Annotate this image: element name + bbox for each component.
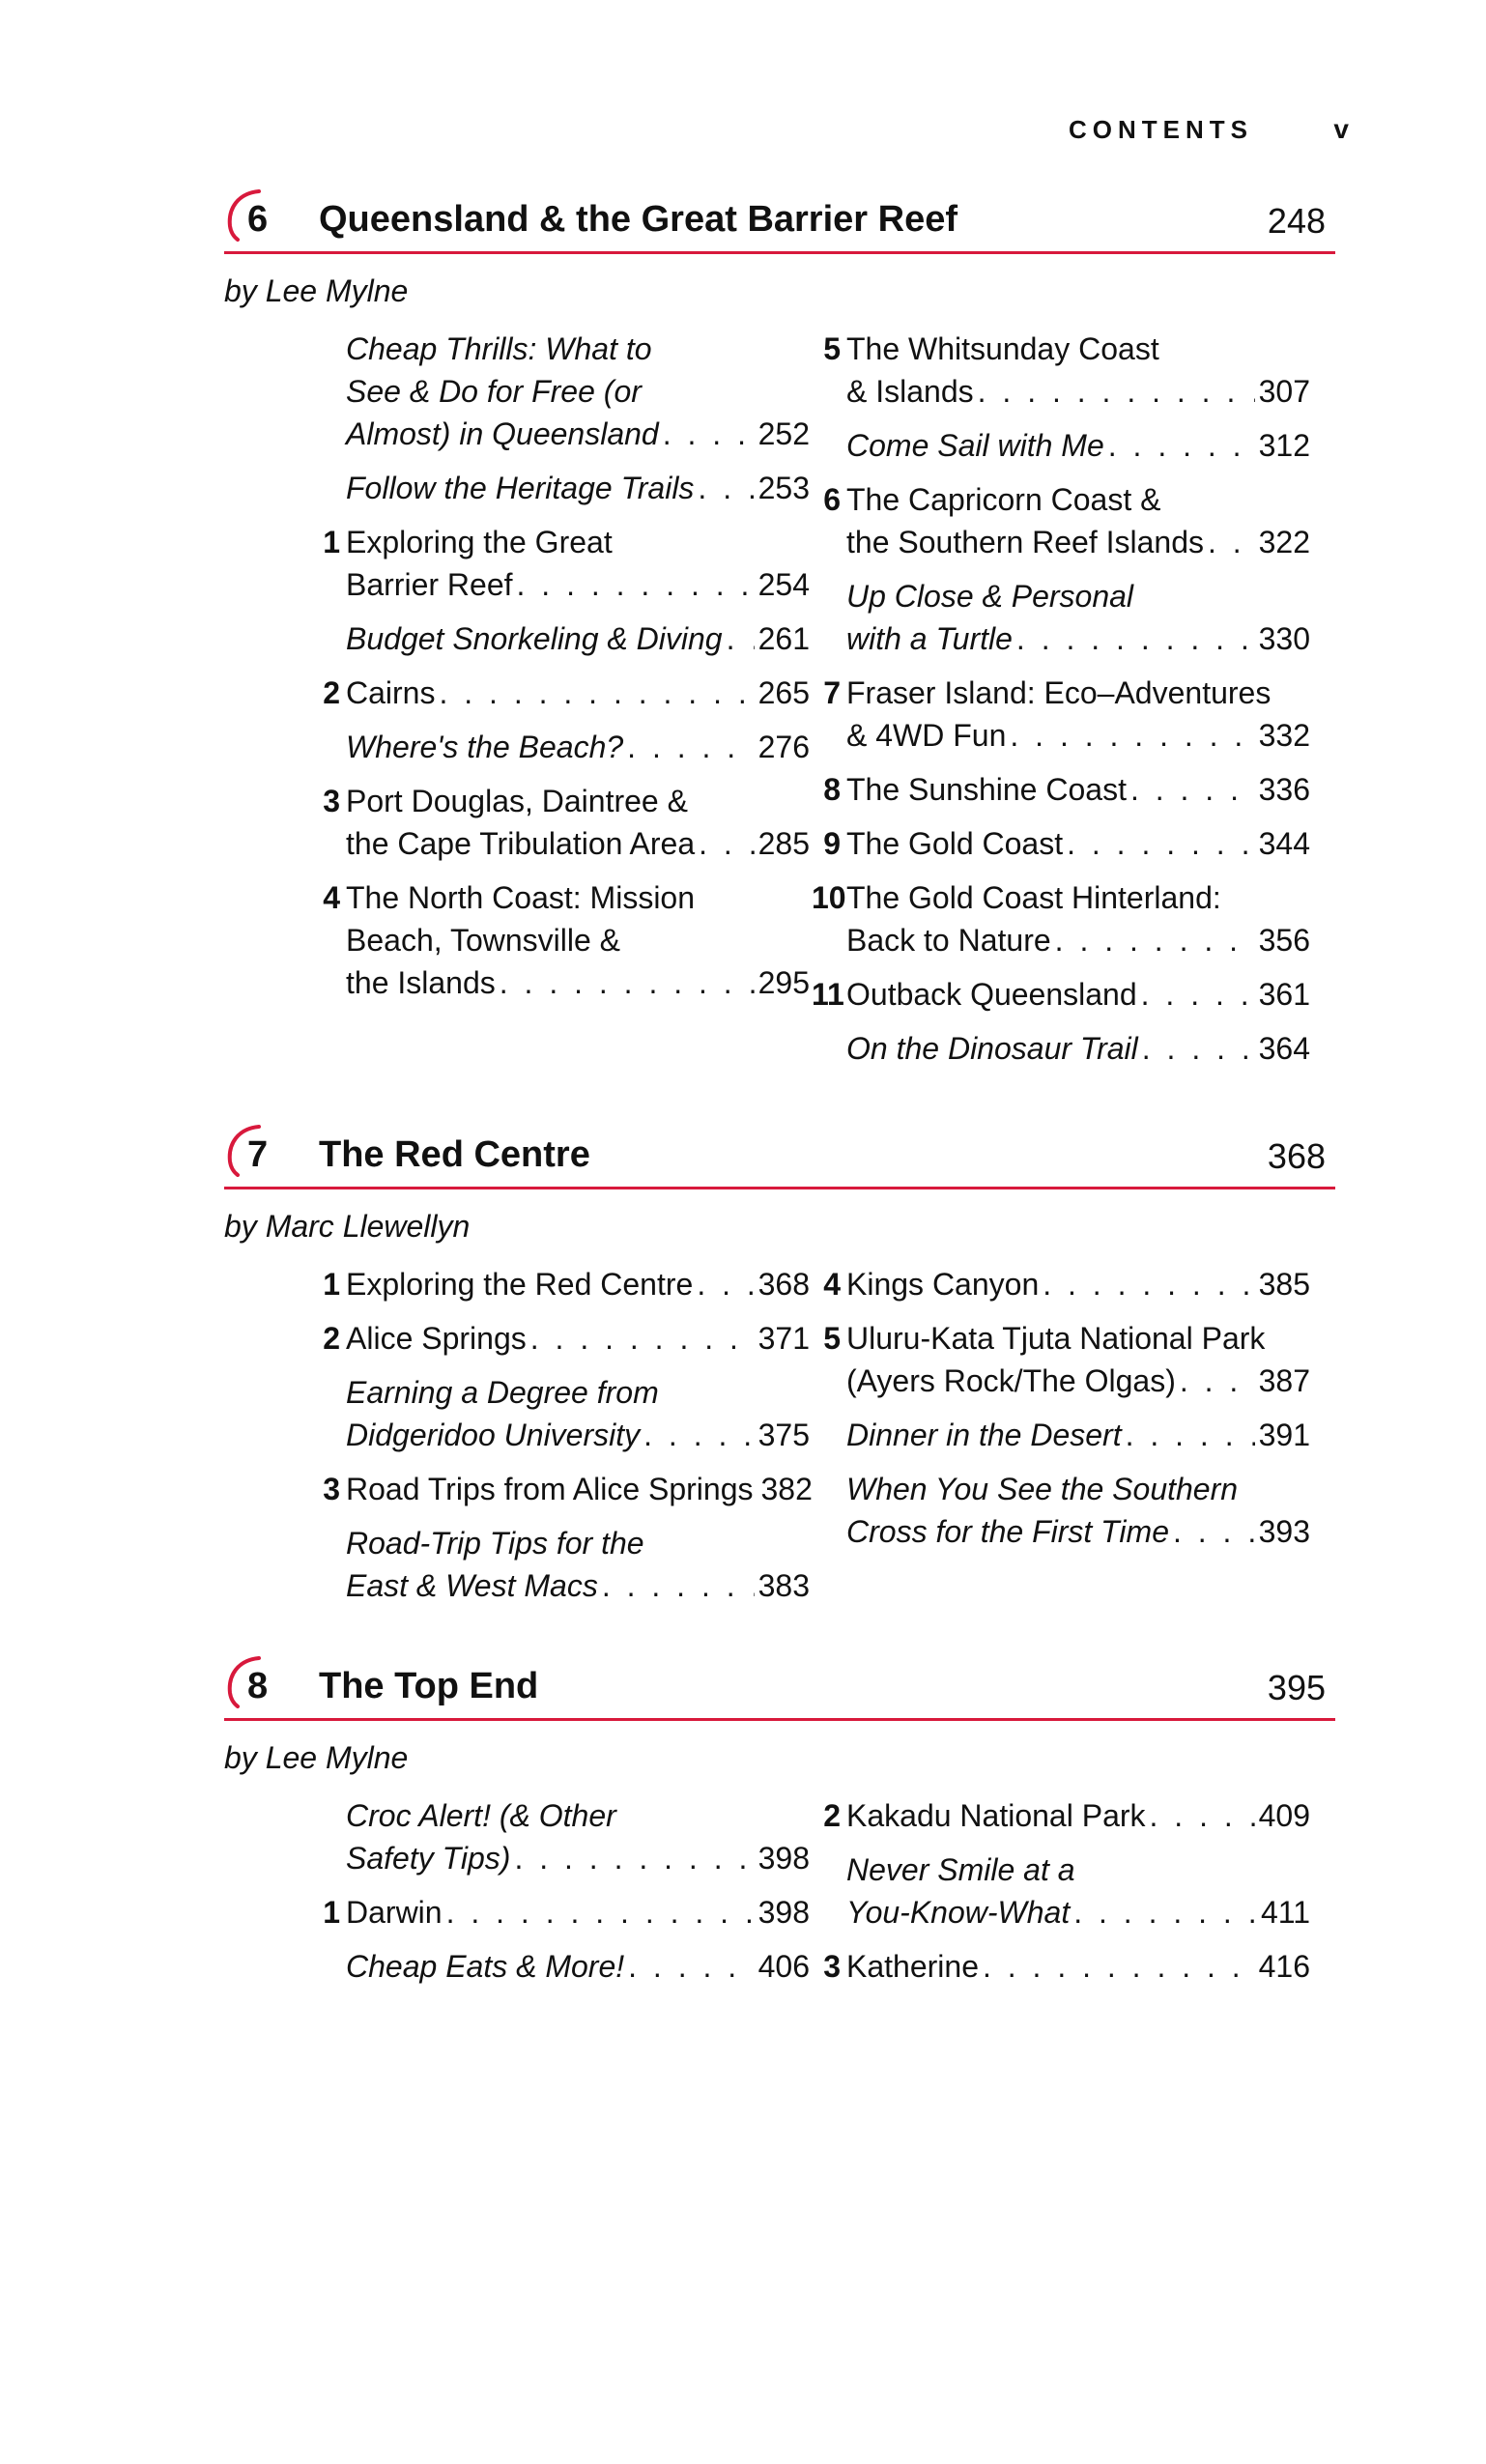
entry-line: [846, 768, 1310, 811]
toc-column-left: [323, 328, 810, 1016]
dot-leader: [1180, 1360, 1255, 1402]
entry-page-number: 364: [1258, 1031, 1310, 1066]
chapter-7: [224, 1129, 1335, 1603]
entry-line-text: Fraser Island: Eco–Adventures: [846, 675, 1272, 710]
entry-line-text: Kings Canyon: [846, 1267, 1040, 1302]
entry-line: [346, 1794, 810, 1837]
toc-column-left: [323, 1794, 810, 1999]
entry-line-text: Road-Trip Tips for the: [346, 1526, 644, 1561]
toc-column-right: [823, 1263, 1310, 1564]
entry-text: [346, 1794, 810, 1879]
entry-page-number: 322: [1258, 525, 1310, 559]
entry-line-text: Cheap Eats & More!: [346, 1949, 625, 1984]
entry-line: [346, 1522, 810, 1564]
chapter-title[interactable]: The Top End: [319, 1666, 539, 1706]
entry-page-number: 336: [1258, 772, 1310, 807]
entry-text: [846, 1263, 1310, 1305]
entry-page-number: 295: [757, 965, 810, 1000]
toc-section-entry[interactable]: [323, 1317, 810, 1360]
toc-section-entry[interactable]: [812, 973, 1310, 1016]
entry-line-text: Follow the Heritage Trails: [346, 471, 695, 505]
entry-line: [846, 328, 1310, 370]
chapter-author: by Lee Mylne: [224, 273, 409, 308]
entry-page-number: 385: [1258, 1267, 1310, 1302]
entry-line-text: Earning a Degree from: [346, 1375, 659, 1410]
dot-leader: [628, 1945, 754, 1988]
toc-section-entry[interactable]: [323, 521, 810, 606]
entry-line-text: When You See the Southern: [846, 1472, 1239, 1506]
entry-page-number: 375: [757, 1418, 810, 1452]
toc-section-entry[interactable]: [823, 1263, 1310, 1305]
dot-leader: [446, 1891, 755, 1934]
entry-line-text: See & Do for Free (or: [346, 374, 642, 409]
entry-line: [346, 1371, 810, 1414]
dot-leader: [1150, 1794, 1255, 1837]
entry-page-number: 409: [1258, 1798, 1310, 1833]
chapter-author: by Marc Llewellyn: [224, 1209, 471, 1244]
section-number: 5: [823, 1321, 841, 1356]
entry-line: [846, 424, 1310, 467]
toc-column-left: [323, 1263, 813, 1619]
toc-sidebar-entry[interactable]: [846, 1468, 1310, 1553]
entry-text: [346, 672, 810, 714]
entry-page-number: 383: [757, 1568, 810, 1603]
entry-page-number: 330: [1258, 621, 1310, 656]
entry-text: [846, 672, 1310, 757]
entry-page-number: 253: [757, 471, 810, 505]
entry-line: [846, 822, 1310, 865]
section-number: 6: [823, 482, 841, 517]
toc-sidebar-entry[interactable]: [846, 424, 1310, 467]
chapter-title[interactable]: The Red Centre: [319, 1134, 590, 1175]
entry-page-number: 254: [757, 567, 810, 602]
section-number: 10: [812, 880, 846, 915]
entry-line-text: the Southern Reef Islands: [846, 525, 1205, 559]
entry-line-text: Exploring the Great: [346, 525, 613, 559]
dot-leader: [1142, 1027, 1255, 1070]
entry-page-number: 398: [757, 1895, 810, 1930]
entry-text: [846, 478, 1310, 563]
chapter-header: [224, 193, 1335, 254]
toc-section-entry[interactable]: [823, 1317, 1310, 1402]
toc-sidebar-entry[interactable]: [346, 726, 810, 768]
section-number: 4: [323, 880, 340, 915]
toc-section-entry[interactable]: [823, 1945, 1310, 1988]
dot-leader: [602, 1564, 755, 1607]
entry-line-text: Budget Snorkeling & Diving: [346, 621, 723, 656]
entry-text: [846, 424, 1310, 467]
toc-sidebar-entry[interactable]: [346, 1371, 810, 1456]
chapter-6: [224, 193, 1335, 1066]
entry-page-number: 406: [757, 1949, 810, 1984]
entry-line: [846, 1360, 1310, 1402]
entry-text: [846, 876, 1310, 961]
entry-line-text: Beach, Townsville &: [346, 923, 620, 958]
entry-line: [346, 1564, 810, 1607]
entry-page-number: 382: [760, 1472, 813, 1506]
chapter-number: 6: [247, 199, 269, 240]
dot-leader: [514, 1837, 754, 1879]
entry-line: [846, 521, 1310, 563]
dot-leader: [1141, 973, 1255, 1016]
entry-text: [346, 617, 810, 660]
section-number: 2: [823, 1798, 841, 1833]
entry-line-text: The Sunshine Coast: [846, 772, 1127, 807]
section-number: 4: [823, 1267, 841, 1302]
entry-line: [846, 1414, 1310, 1456]
entry-line: [846, 1945, 1310, 1988]
entry-line: [346, 1468, 813, 1510]
entry-line: [346, 1317, 810, 1360]
entry-line-text: On the Dinosaur Trail: [846, 1031, 1138, 1066]
entry-line: [846, 1027, 1310, 1070]
entry-line-text: Come Sail with Me: [846, 428, 1104, 463]
toc-sidebar-entry[interactable]: [346, 1794, 810, 1879]
entry-text: [846, 328, 1310, 413]
dot-leader: [1173, 1510, 1255, 1553]
toc-sidebar-entry[interactable]: [346, 1945, 810, 1988]
entry-line: [346, 876, 810, 919]
entry-line: [346, 467, 810, 509]
entry-line-text: with a Turtle: [846, 621, 1013, 656]
dot-leader: [627, 726, 754, 768]
entry-line-text: Cairns: [346, 675, 436, 710]
toc-section-entry[interactable]: [812, 876, 1310, 961]
entry-line-text: & 4WD Fun: [846, 718, 1007, 753]
entry-text: [346, 521, 810, 606]
entry-page-number: 393: [1258, 1514, 1310, 1549]
entry-page-number: 276: [757, 730, 810, 764]
toc-column-right: [812, 328, 1310, 1081]
toc-section-entry[interactable]: [823, 478, 1310, 563]
entry-line: [846, 478, 1310, 521]
entry-line-text: You-Know-What: [846, 1895, 1071, 1930]
toc-section-entry[interactable]: [323, 876, 810, 1004]
entry-text: [346, 1522, 810, 1607]
entry-line-text: Cross for the First Time: [846, 1514, 1169, 1549]
entry-line: [846, 1510, 1310, 1553]
dot-leader: [698, 467, 754, 509]
dot-leader: [1067, 822, 1255, 865]
entry-line: [846, 575, 1310, 617]
entry-line-text: Safety Tips): [346, 1841, 511, 1876]
entry-text: [346, 876, 810, 1004]
entry-line-text: Where's the Beach?: [346, 730, 624, 764]
dot-leader: [983, 1945, 1255, 1988]
dot-leader: [1108, 424, 1255, 467]
section-number: 1: [323, 1267, 340, 1302]
chapter-number: 8: [247, 1666, 269, 1706]
toc-sidebar-entry[interactable]: [346, 328, 810, 455]
entry-line: [846, 1468, 1310, 1510]
entry-line-text: Road Trips from Alice Springs: [346, 1472, 754, 1506]
entry-line: [346, 961, 810, 1004]
toc-section-entry[interactable]: [823, 672, 1310, 757]
entry-line: [846, 876, 1310, 919]
toc-sidebar-entry[interactable]: [846, 1027, 1310, 1070]
section-number: 1: [323, 525, 340, 559]
dot-leader: [1126, 1414, 1255, 1456]
chapter-title[interactable]: Queensland & the Great Barrier Reef: [319, 199, 957, 240]
section-number: 8: [823, 772, 841, 807]
chapter-header: [224, 1660, 1335, 1721]
entry-line-text: Cheap Thrills: What to: [346, 331, 652, 366]
entry-line: [846, 973, 1310, 1016]
entry-line-text: Alice Springs: [346, 1321, 527, 1356]
entry-page-number: 307: [1258, 374, 1310, 409]
entry-line: [346, 822, 810, 865]
chapter-header: [224, 1129, 1335, 1189]
entry-line-text: Didgeridoo University: [346, 1418, 641, 1452]
entry-line-text: The Whitsunday Coast: [846, 331, 1159, 366]
chapter-page: 395: [1267, 1668, 1326, 1707]
entry-line-text: The Gold Coast Hinterland:: [846, 880, 1221, 915]
entry-text: [346, 1317, 810, 1360]
entry-line-text: (Ayers Rock/The Olgas): [846, 1363, 1176, 1398]
section-number: 3: [323, 1472, 340, 1506]
dot-leader: [978, 370, 1255, 413]
entry-line: [346, 413, 810, 455]
entry-page-number: 368: [757, 1267, 810, 1302]
dot-leader: [1010, 714, 1254, 757]
section-number: 5: [823, 331, 841, 366]
entry-line-text: Darwin: [346, 1895, 443, 1930]
toc-section-entry[interactable]: [823, 328, 1310, 413]
entry-line-text: East & West Macs: [346, 1568, 598, 1603]
toc-section-entry[interactable]: [823, 768, 1310, 811]
dot-leader: [1130, 768, 1255, 811]
entry-line: [346, 1891, 810, 1934]
entry-page-number: 361: [1258, 977, 1310, 1012]
dot-leader: [697, 1263, 754, 1305]
dot-leader: [500, 961, 755, 1004]
entry-line-text: Outback Queensland: [846, 977, 1137, 1012]
entry-line-text: Croc Alert! (& Other: [346, 1798, 616, 1833]
entry-line-text: the Cape Tribulation Area: [346, 826, 696, 861]
chapter-author: by Lee Mylne: [224, 1740, 409, 1775]
dot-leader: [517, 563, 755, 606]
entry-line: [346, 328, 810, 370]
section-number: 2: [323, 675, 340, 710]
dot-leader: [439, 672, 754, 714]
entry-text: [346, 1945, 810, 1988]
toc-section-entry[interactable]: [323, 1468, 813, 1510]
running-head: [1069, 114, 1349, 145]
toc-section-entry[interactable]: [323, 1891, 810, 1934]
entry-page-number: 344: [1258, 826, 1310, 861]
entry-line: [346, 617, 810, 660]
running-head-label: CONTENTS: [1069, 115, 1253, 144]
entry-page-number: 398: [757, 1841, 810, 1876]
entry-line: [846, 1317, 1310, 1360]
entry-text: [846, 1317, 1310, 1402]
entry-line: [846, 617, 1310, 660]
entry-line-text: Back to Nature: [846, 923, 1051, 958]
page-folio: v: [1333, 114, 1349, 144]
chapter-number: 7: [247, 1134, 269, 1175]
dot-leader: [1043, 1263, 1254, 1305]
entry-text: [846, 768, 1310, 811]
entry-text: [346, 467, 810, 509]
entry-text: [346, 1891, 810, 1934]
dot-leader: [1016, 617, 1255, 660]
entry-line: [846, 919, 1310, 961]
entry-line-text: Katherine: [846, 1949, 979, 1984]
entry-text: [346, 1263, 810, 1305]
toc-sidebar-entry[interactable]: [846, 1414, 1310, 1456]
entry-page-number: 252: [757, 416, 810, 451]
entry-line-text: Exploring the Red Centre: [346, 1267, 694, 1302]
dot-leader: [530, 1317, 755, 1360]
entry-text: [346, 1468, 813, 1510]
entry-line-text: Up Close & Personal: [846, 579, 1134, 614]
toc-section-entry[interactable]: [823, 1794, 1310, 1837]
toc-section-entry[interactable]: [323, 780, 810, 865]
entry-line-text: Port Douglas, Daintree &: [346, 784, 688, 818]
entry-line-text: Almost) in Queensland: [346, 416, 659, 451]
dot-leader: [643, 1414, 754, 1456]
entry-line: [346, 563, 810, 606]
entry-text: [846, 1794, 1310, 1837]
entry-text: [346, 328, 810, 455]
entry-line: [346, 521, 810, 563]
toc-column-right: [823, 1794, 1310, 1999]
toc-section-entry[interactable]: [323, 672, 810, 714]
entry-text: [846, 575, 1310, 660]
chapter-page: 368: [1267, 1136, 1326, 1176]
entry-line: [346, 780, 810, 822]
entry-text: [846, 822, 1310, 865]
entry-line: [846, 370, 1310, 413]
entry-text: [846, 973, 1310, 1016]
entry-text: [846, 1027, 1310, 1070]
chapter-page: 248: [1267, 201, 1326, 241]
entry-page-number: 265: [757, 675, 810, 710]
entry-line-text: Never Smile at a: [846, 1852, 1075, 1887]
entry-line-text: & Islands: [846, 374, 974, 409]
entry-text: [346, 780, 810, 865]
entry-line: [346, 672, 810, 714]
entry-line: [846, 672, 1310, 714]
entry-line-text: the Islands: [346, 965, 496, 1000]
toc-section-entry[interactable]: [323, 1263, 810, 1305]
entry-line-text: The Capricorn Coast &: [846, 482, 1161, 517]
dot-leader: [727, 617, 755, 660]
entry-line: [846, 1891, 1310, 1934]
entry-line: [346, 1414, 810, 1456]
toc-sidebar-entry[interactable]: [846, 575, 1310, 660]
section-number: 1: [323, 1895, 340, 1930]
entry-line: [846, 1263, 1310, 1305]
entry-page-number: 261: [757, 621, 810, 656]
section-number: 3: [823, 1949, 841, 1984]
entry-page-number: 332: [1258, 718, 1310, 753]
entry-line-text: Uluru-Kata Tjuta National Park: [846, 1321, 1266, 1356]
entry-line: [346, 726, 810, 768]
toc-sidebar-entry[interactable]: [346, 617, 810, 660]
dot-leader: [1208, 521, 1255, 563]
entry-line: [346, 1837, 810, 1879]
section-number: 11: [812, 977, 844, 1012]
entry-text: [846, 1414, 1310, 1456]
entry-text: [346, 726, 810, 768]
entry-line: [346, 1263, 810, 1305]
entry-text: [846, 1848, 1310, 1934]
entry-page-number: 371: [757, 1321, 810, 1356]
entry-line: [846, 1794, 1310, 1837]
section-number: 2: [323, 1321, 340, 1356]
entry-page-number: 387: [1258, 1363, 1310, 1398]
entry-page-number: 312: [1258, 428, 1310, 463]
entry-line: [846, 1848, 1310, 1891]
entry-page-number: 356: [1258, 923, 1310, 958]
entry-text: [846, 1945, 1310, 1988]
entry-line: [846, 714, 1310, 757]
entry-line-text: The North Coast: Mission: [346, 880, 696, 915]
toc-sidebar-entry[interactable]: [346, 467, 810, 509]
entry-line: [346, 1945, 810, 1988]
entry-line: [346, 919, 810, 961]
entry-text: [346, 1371, 810, 1456]
entry-page-number: 416: [1258, 1949, 1310, 1984]
section-number: 7: [823, 675, 841, 710]
chapter-8: [224, 1660, 1335, 1984]
entry-page-number: 411: [1260, 1895, 1310, 1930]
toc-sidebar-entry[interactable]: [846, 1848, 1310, 1934]
section-number: 9: [823, 826, 841, 861]
toc-section-entry[interactable]: [823, 822, 1310, 865]
entry-line-text: The Gold Coast: [846, 826, 1064, 861]
entry-line-text: Kakadu National Park: [846, 1798, 1146, 1833]
dot-leader: [1055, 919, 1255, 961]
dot-leader: [699, 822, 754, 865]
entry-line-text: Barrier Reef: [346, 567, 513, 602]
section-number: 3: [323, 784, 340, 818]
entry-page-number: 285: [757, 826, 810, 861]
entry-line: [346, 370, 810, 413]
entry-line-text: Dinner in the Desert: [846, 1418, 1122, 1452]
dot-leader: [663, 413, 755, 455]
dot-leader: [1073, 1891, 1257, 1934]
toc-sidebar-entry[interactable]: [346, 1522, 810, 1607]
entry-page-number: 391: [1258, 1418, 1310, 1452]
entry-text: [846, 1468, 1310, 1553]
